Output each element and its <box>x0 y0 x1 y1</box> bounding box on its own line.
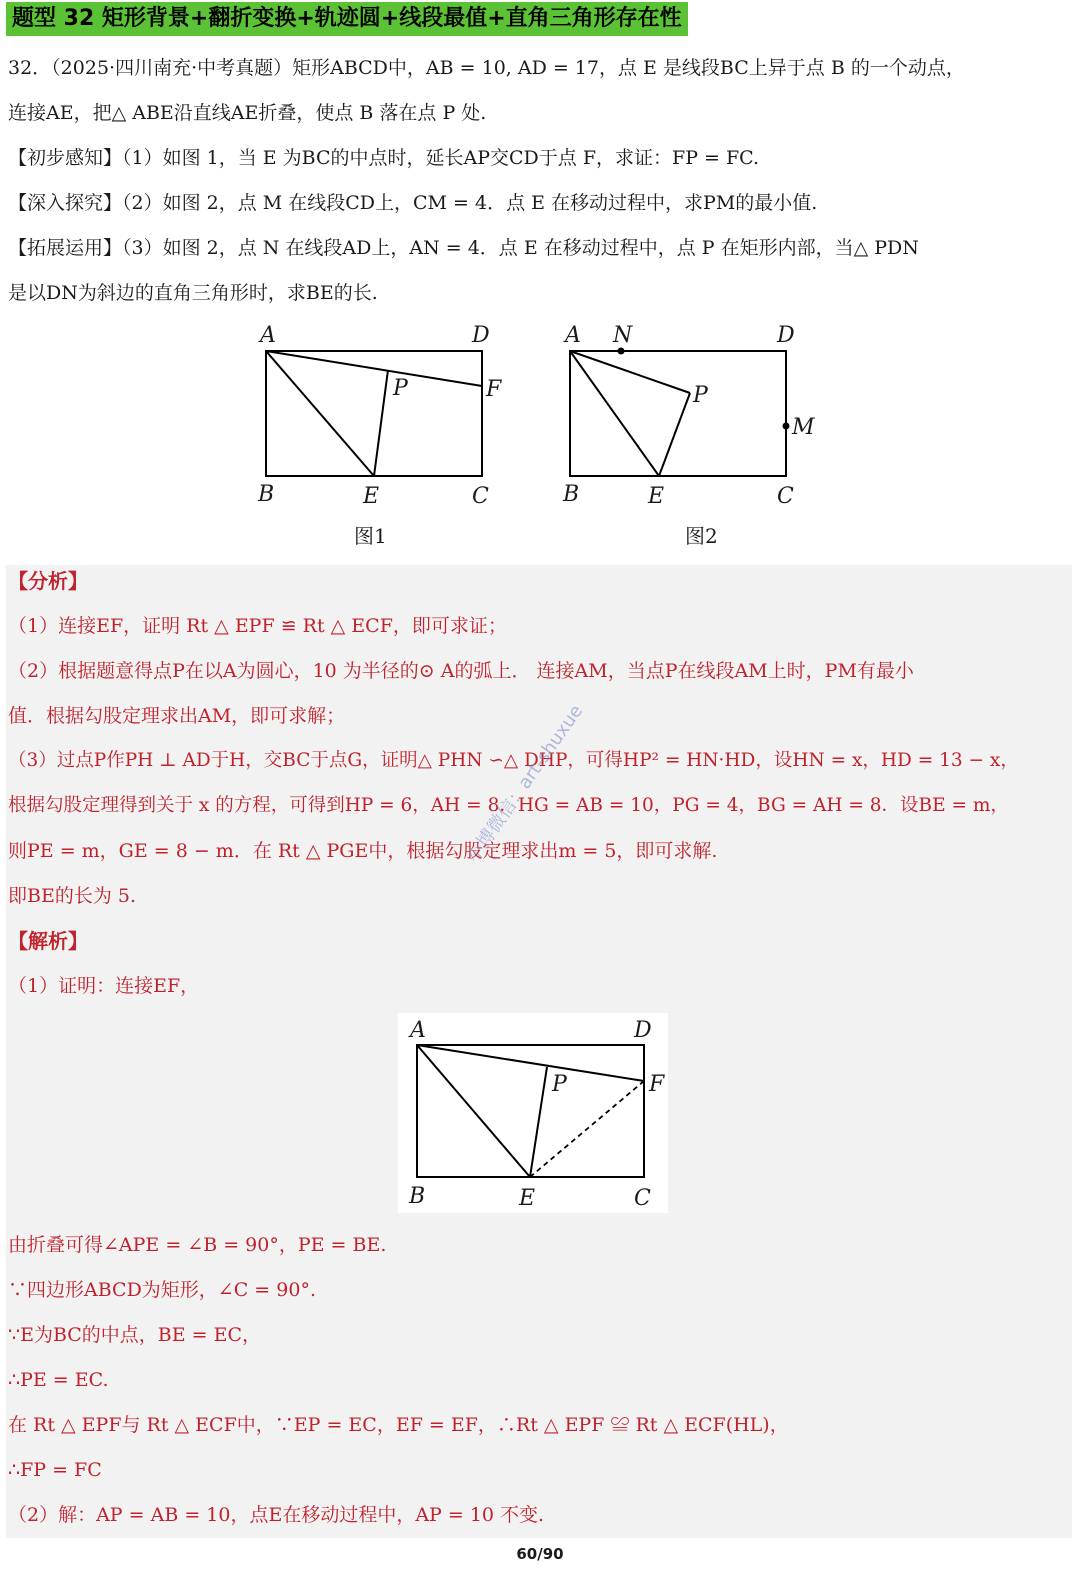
problem-line-1: 32．（2025·四川南充·中考真题）矩形ABCD中，AB = 10, AD = 17，点 E 是线段BC上异于点 B 的一个动点， <box>8 57 965 79</box>
fig1-label-B: B <box>258 482 275 507</box>
solution-line-3: ∵四边形ABCD为矩形，∠C = 90°. <box>8 1279 316 1301</box>
solution-line-7: ∴FP = FC <box>8 1459 102 1481</box>
figure-2 <box>545 318 835 518</box>
figure-1-caption: 图1 <box>354 524 387 548</box>
figure-2-caption: 图2 <box>685 524 718 548</box>
analysis-line-5: 根据勾股定理得到关于 x 的方程，可得到HP = 6，AH = 8．HG = AB = 10，PG = 4，BG = AH = 8．设BE = m， <box>8 795 1009 816</box>
solution-line-8: （2）解：AP = AB = 10，点E在移动过程中，AP = 10 不变. <box>8 1504 545 1526</box>
point-N <box>618 348 625 355</box>
problem-line-5: 【拓展运用】（3）如图 2，点 N 在线段AD上，AN = 4．点 E 在移动过程中，点 P 在矩形内部，当△ PDN <box>8 237 919 259</box>
sol-label-D: D <box>634 1018 652 1043</box>
sol-label-F: F <box>649 1072 665 1097</box>
solution-line-4: ∵E为BC的中点，BE = EC， <box>8 1324 262 1346</box>
fig1-label-A: A <box>260 323 276 348</box>
solution-figure <box>398 1013 668 1213</box>
section-title: 题型 32 矩形背景+翻折变换+轨迹圆+线段最值+直角三角形存在性 <box>6 2 688 36</box>
problem-line-4: 【深入探究】（2）如图 2，点 M 在线段CD上，CM = 4．点 E 在移动过程中，求PM的最小值. <box>8 192 818 214</box>
analysis-line-4: （3）过点P作PH ⊥ AD于H，交BC于点G，证明△ PHN ∽△ DHP，可得HP² = HN·HD，设HN = x，HD = 13 − x， <box>8 750 1019 771</box>
page-number: 60/90 <box>516 1545 564 1563</box>
solution-line-2: 由折叠可得∠APE = ∠B = 90°，PE = BE. <box>8 1234 387 1256</box>
analysis-line-6: 则PE = m，GE = 8 − m．在 Rt △ PGE中，根据勾股定理求出m = 5，即可求解. <box>8 840 718 862</box>
solution-line-5: ∴PE = EC. <box>8 1369 109 1391</box>
analysis-line-1: （1）连接EF，证明 Rt △ EPF ≌ Rt △ ECF，即可求证； <box>8 615 507 637</box>
fig2-label-P: P <box>693 383 708 408</box>
fig1-label-P: P <box>393 376 408 401</box>
analysis-line-7: 即BE的长为 5. <box>8 885 136 907</box>
fig2-label-D: D <box>777 323 795 348</box>
analysis-line-3: 值．根据勾股定理求出AM，即可求解； <box>8 705 346 727</box>
solution-line-6: 在 Rt △ EPF与 Rt △ ECF中，∵EP = EC，EF = EF，∴Rt △ EPF ≌ Rt △ ECF(HL)， <box>8 1414 789 1436</box>
sol-label-P: P <box>552 1072 567 1097</box>
fig2-label-E: E <box>648 484 665 509</box>
fig2-label-M: M <box>792 415 815 440</box>
solution-heading: 【解析】 <box>8 929 88 953</box>
analysis-heading: 【分析】 <box>8 569 88 593</box>
sol-label-C: C <box>634 1186 651 1211</box>
solution-line-1: （1）证明：连接EF， <box>8 975 200 997</box>
fig1-label-C: C <box>472 484 489 509</box>
problem-line-2: 连接AE，把△ ABE沿直线AE折叠，使点 B 落在点 P 处. <box>8 102 487 124</box>
sol-label-A: A <box>410 1018 426 1043</box>
watermark: 小博微信：art-shuxue <box>462 701 588 867</box>
fig1-label-D: D <box>472 323 490 348</box>
analysis-line-2: （2）根据题意得点P在以A为圆心，10 为半径的⊙ A的弧上． 连接AM，当点P在线段AM上时，PM有最小 <box>8 660 914 682</box>
fig1-label-F: F <box>486 377 502 402</box>
sol-label-E: E <box>519 1186 536 1211</box>
problem-line-6: 是以DN为斜边的直角三角形时，求BE的长. <box>8 282 378 304</box>
fig2-label-N: N <box>613 323 633 348</box>
figure-1 <box>240 318 530 518</box>
fig2-label-C: C <box>777 484 794 509</box>
fig1-label-E: E <box>363 484 380 509</box>
sol-label-B: B <box>409 1184 426 1209</box>
point-M <box>783 423 790 430</box>
problem-line-3: 【初步感知】（1）如图 1，当 E 为BC的中点时，延长AP交CD于点 F，求证：FP = FC. <box>8 147 760 169</box>
fig2-label-A: A <box>565 323 581 348</box>
fig2-label-B: B <box>563 482 580 507</box>
